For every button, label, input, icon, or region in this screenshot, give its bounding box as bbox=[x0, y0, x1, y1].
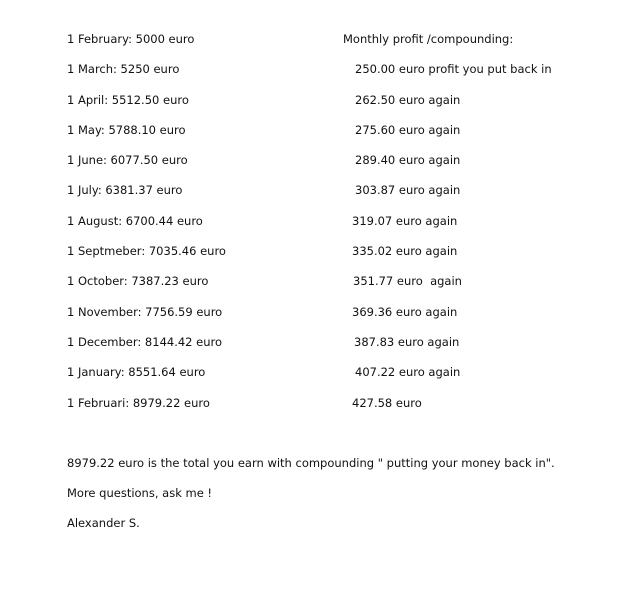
profit-line: 289.40 euro again bbox=[355, 153, 461, 168]
balance-line-februari: 1 Februari: 8979.22 euro bbox=[67, 395, 210, 410]
balance-line-september: 1 Septmeber: 7035.46 euro bbox=[67, 244, 226, 259]
profit-line: 262.50 euro again bbox=[355, 92, 461, 107]
profit-line: 387.83 euro again bbox=[354, 334, 460, 349]
profit-line: 369.36 euro again bbox=[352, 304, 458, 319]
balance-line-april: 1 April: 5512.50 euro bbox=[67, 92, 189, 107]
balance-line-december: 1 December: 8144.42 euro bbox=[67, 334, 223, 349]
profit-line: 250.00 euro profit you put back in bbox=[355, 62, 552, 77]
balance-line-november: 1 November: 7756.59 euro bbox=[67, 304, 223, 319]
balance-line-june: 1 June: 6077.50 euro bbox=[67, 153, 188, 168]
profit-line: 303.87 euro again bbox=[355, 183, 461, 198]
balance-line-march: 1 March: 5250 euro bbox=[67, 62, 180, 77]
total-statement: 8979.22 euro is the total you earn with compounding " putting your money back in". bbox=[67, 456, 555, 470]
monthly-profit-column bbox=[343, 30, 552, 424]
profit-heading: Monthly profit /compounding: bbox=[343, 32, 514, 46]
profit-line: 319.07 euro again bbox=[352, 213, 458, 228]
balance-line-may: 1 May: 5788.10 euro bbox=[67, 122, 186, 137]
questions-line: More questions, ask me ! bbox=[67, 486, 213, 500]
profit-line: 335.02 euro again bbox=[352, 244, 458, 259]
profit-line: 427.58 euro bbox=[352, 395, 422, 410]
balance-line-february: 1 February: 5000 euro bbox=[67, 32, 195, 46]
profit-line: 275.60 euro again bbox=[355, 122, 461, 137]
balance-line-october: 1 October: 7387.23 euro bbox=[67, 274, 209, 289]
signature-line: Alexander S. bbox=[67, 516, 140, 530]
balance-line-august: 1 August: 6700.44 euro bbox=[67, 213, 203, 228]
profit-line: 351.77 euro again bbox=[353, 274, 462, 289]
balance-line-january: 1 January: 8551.64 euro bbox=[67, 365, 206, 380]
balance-line-july: 1 July: 6381.37 euro bbox=[67, 183, 183, 198]
profit-line: 407.22 euro again bbox=[355, 365, 461, 380]
monthly-balance-column bbox=[67, 30, 226, 424]
summary-section bbox=[67, 454, 555, 544]
